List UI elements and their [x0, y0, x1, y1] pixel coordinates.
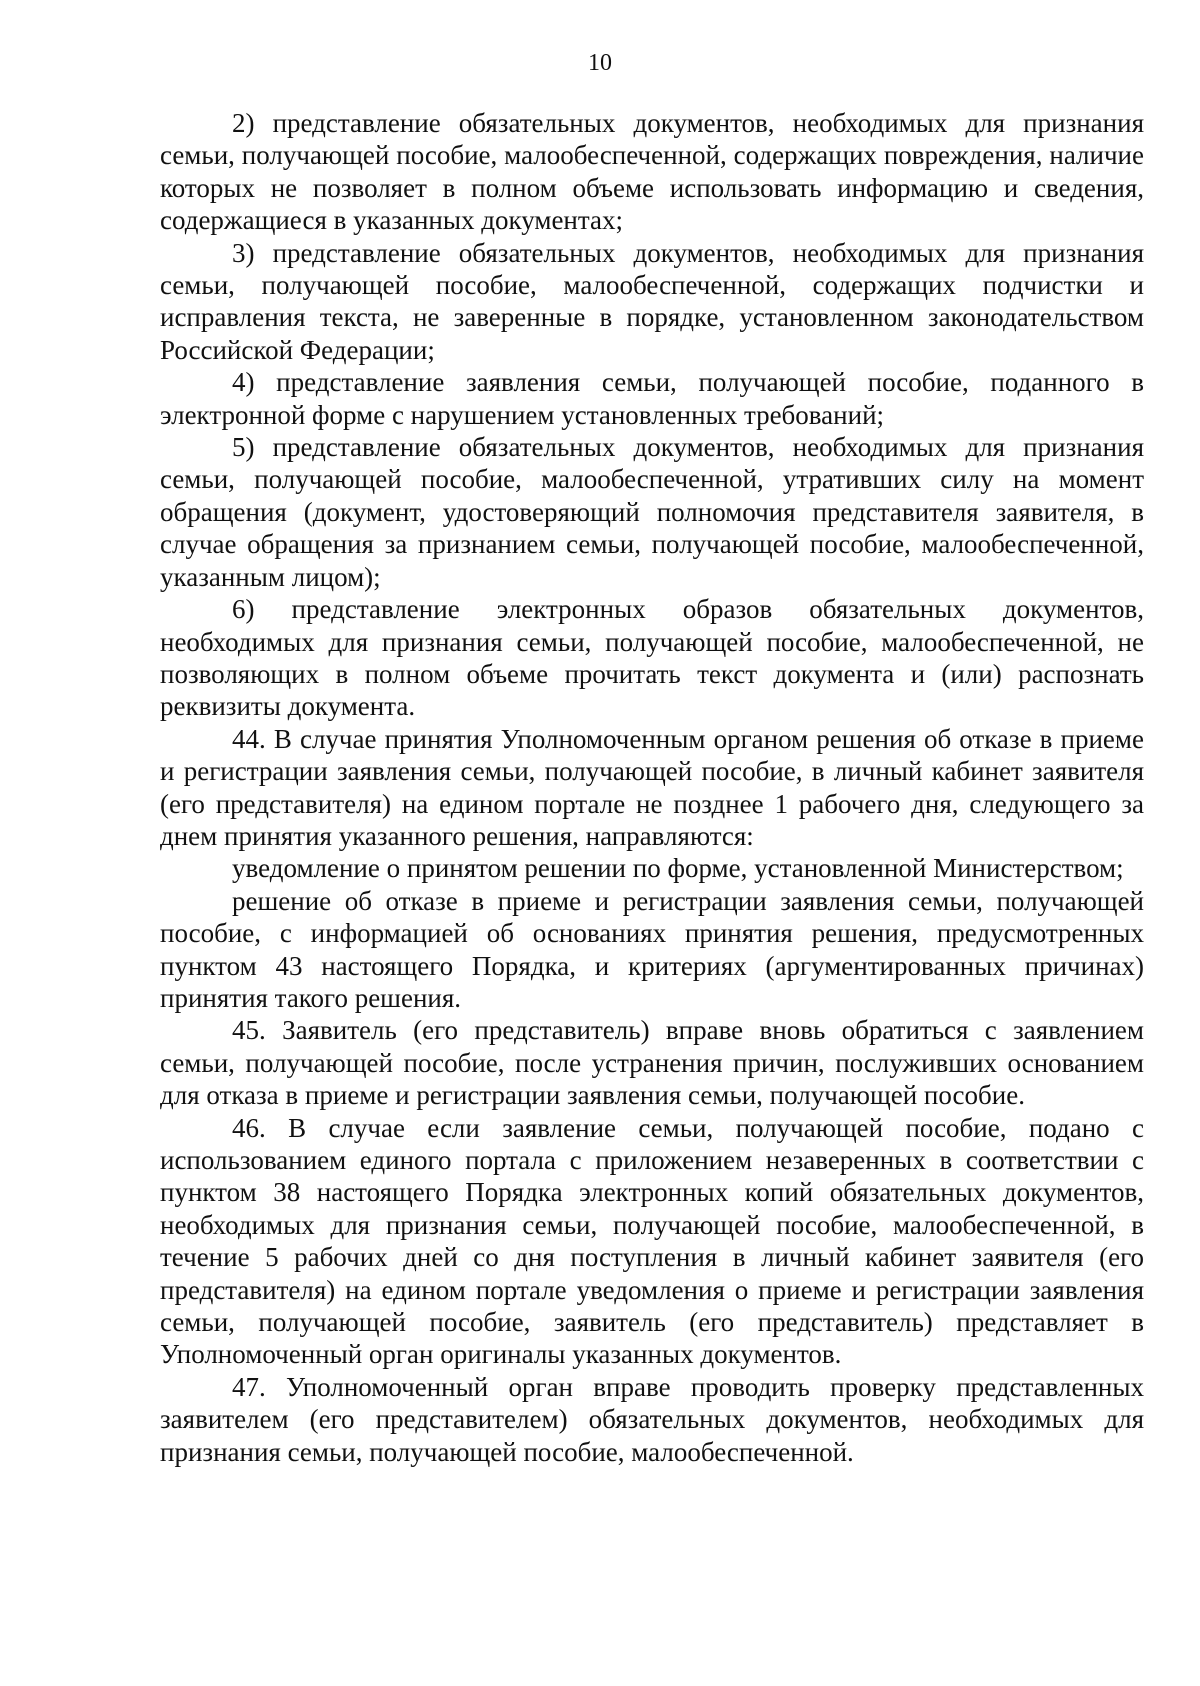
paragraph-clause-44: 44. В случае принятия Уполномоченным органом решения об отказе в приеме и регистрации заявления семьи, получающей пособие, в личный кабинет заявителя (его представителя) на едином портале не позднее 1 рабочего дня, следующего за днем принятия указанного решения, направляются: [160, 723, 1144, 851]
paragraph-clause-46: 46. В случае если заявление семьи, получающей пособие, подано с использованием единого портала с приложением незаверенных в соответствии с пунктом 38 настоящего Порядка электронных копий обязательных документов, необходимых для признания семьи, получающей пособие, малообеспеченной, в течение 5 рабочих дней со дня поступления в личный кабинет заявителя (его представителя) на едином портале уведомления о приеме и регистрации заявления семьи, получающей пособие, заявитель (его представитель) представляет в Уполномоченный орган оригиналы указанных документов. [160, 1112, 1144, 1370]
paragraph-refusal-decision: решение об отказе в приеме и регистрации заявления семьи, получающей пособие, с информацией об основаниях принятия решения, предусмотренных пунктом 43 настоящего Порядка, и критериях (аргументированных причинах) принятия такого решения. [160, 885, 1144, 1013]
paragraph-notification: уведомление о принятом решении по форме, установленной Министерством; [232, 853, 1124, 884]
paragraph-item-5: 5) представление обязательных документов, необходимых для признания семьи, получающей пособие, малообеспеченной, утративших силу на момент обращения (документ, удостоверяющий полномочия представителя заявителя, в случае обращения за признанием семьи, получающей пособие, малообеспеченной, указанным лицом); [160, 432, 1144, 592]
document-body [160, 107, 1144, 1468]
paragraph-item-4: 4) представление заявления семьи, получающей пособие, поданного в электронной форме с нарушением установленных требований; [160, 367, 1144, 430]
paragraph-clause-47: 47. Уполномоченный орган вправе проводить проверку представленных заявителем (его представителем) обязательных документов, необходимых для признания семьи, получающей пособие, малообеспеченной. [160, 1371, 1144, 1467]
page-number: 10 [588, 50, 612, 76]
paragraph-item-3: 3) представление обязательных документов, необходимых для признания семьи, получающей пособие, малообеспеченной, содержащих подчистки и исправления текста, не заверенные в порядке, установленном законодательством Российской Федерации; [160, 237, 1144, 365]
paragraph-clause-45: 45. Заявитель (его представитель) вправе вновь обратиться с заявлением семьи, получающей пособие, после устранения причин, послуживших основанием для отказа в приеме и регистрации заявления семьи, получающей пособие. [160, 1015, 1144, 1111]
paragraph-item-6: 6) представление электронных образов обязательных документов, необходимых для признания семьи, получающей пособие, малообеспеченной, не позволяющих в полном объеме прочитать текст документа и (или) распознать реквизиты документа. [160, 594, 1144, 722]
paragraph-item-2: 2) представление обязательных документов, необходимых для признания семьи, получающей пособие, малообеспеченной, содержащих повреждения, наличие которых не позволяет в полном объеме использовать информацию и сведения, содержащиеся в указанных документах; [160, 108, 1144, 236]
